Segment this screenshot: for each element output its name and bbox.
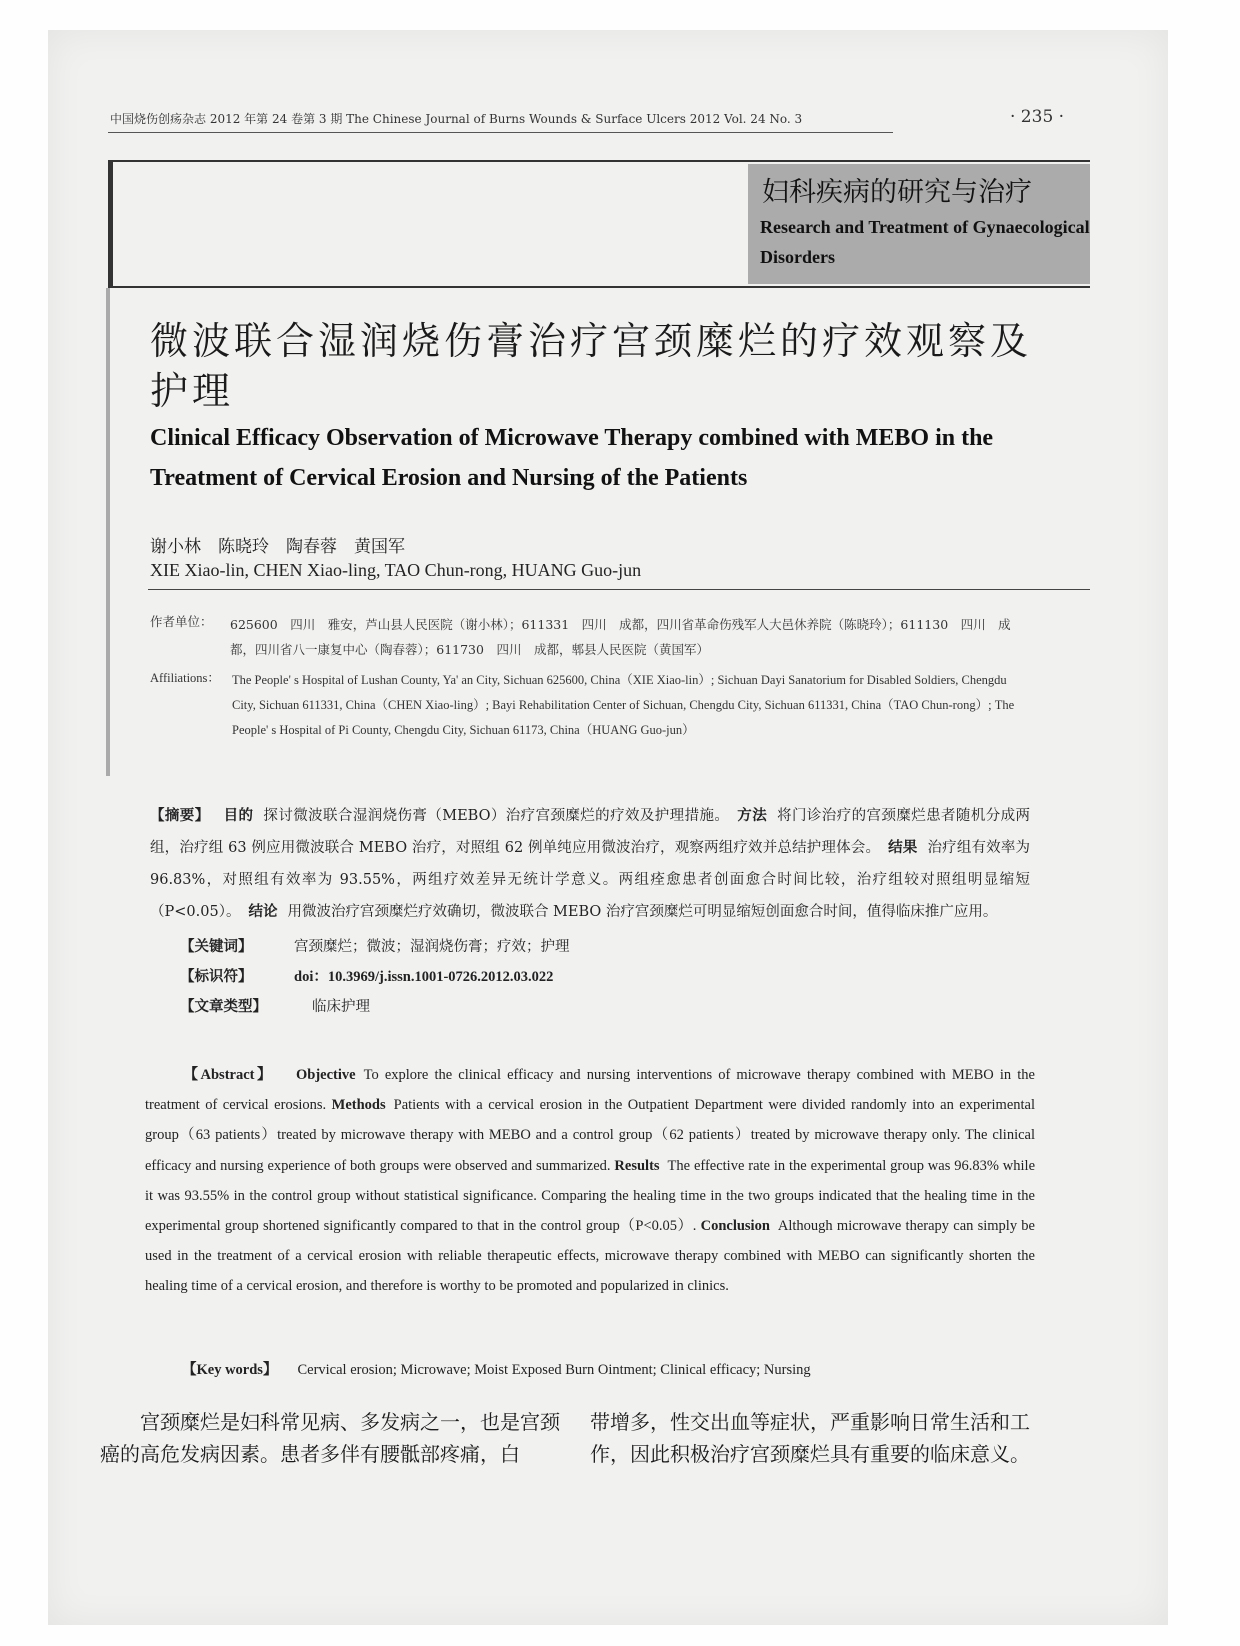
objective-en: To explore the clinical efficacy and nursing interventions of microwave therapy combined with MEBO in the treatment of cervical erosions. xyxy=(145,1067,1035,1114)
objective-cn: 探讨微波联合湿润烧伤膏（MEBO）治疗宫颈糜烂的疗效及护理措施。 xyxy=(263,808,730,824)
article-title-cn: 微波联合湿润烧伤膏治疗宫颈糜烂的疗效观察及护理 xyxy=(150,319,1033,413)
abstract-en xyxy=(145,1060,1035,1302)
results-en-label: Results xyxy=(614,1157,660,1174)
keywords-cn-row xyxy=(150,932,1030,962)
abstract-cn-label: 【摘要】 xyxy=(150,808,210,824)
keywords-en-label: 【Key words】 xyxy=(182,1362,278,1378)
authors-en: XIE Xiao-lin, CHEN Xiao-ling, TAO Chun-rong, HUANG Guo-jun xyxy=(150,560,642,580)
objective-cn-label: 目的 xyxy=(223,808,254,824)
conclusion-en-label: Conclusion xyxy=(700,1218,770,1235)
doi: doi：10.3969/j.issn.1001-0726.2012.03.022 xyxy=(294,969,554,985)
conclusion-cn: 用微波治疗宫颈糜烂疗效确切，微波联合 MEBO 治疗宫颈糜烂可明显缩短创面愈合时间，值得临床推广应用。 xyxy=(287,904,998,920)
abstract-cn-body xyxy=(150,800,1030,928)
body-column-left: 宫颈糜烂是妇科常见病、多发病之一，也是宫颈癌的高危发病因素。患者多伴有腰骶部疼痛，白 xyxy=(100,1410,560,1466)
objective-en-label: Objective xyxy=(296,1067,356,1083)
article-type: 临床护理 xyxy=(312,999,370,1015)
abstract-en-label: 【Abstract】 xyxy=(181,1067,275,1083)
section-title-en: Research and Treatment of Gynaecological Disorders xyxy=(760,217,1090,267)
frame-left-bar-lower xyxy=(106,288,110,776)
affiliations-cn: 625600 四川 雅安，芦山县人民医院（谢小林）；611331 四川 成都，四川省革命伤残军人大邑休养院（陈晓玲）；611130 四川 成都，四川省八一康复中心（陶春蓉）；611730 四川 成都，郫县人民医院（黄国军） xyxy=(230,617,1011,657)
authors-rule xyxy=(148,589,1090,590)
methods-en: Patients with a cervical erosion in the Outpatient Department were divided randomly into an experimental group（63 patients）treated by microwave therapy with MEBO and a control group（62 patients）treated by microwave therapy only. The clinical efficacy and nursing experience of both groups were observed and summarized. xyxy=(145,1097,1035,1174)
methods-en-label: Methods xyxy=(331,1097,386,1114)
abstract-cn xyxy=(150,800,1030,1022)
conclusion-cn-label: 结论 xyxy=(248,904,278,920)
page-number: · 235 · xyxy=(1010,107,1065,127)
article-title-en: Clinical Efficacy Observation of Microwave Therapy combined with MEBO in the Treatment of Cervical Erosion and Nursing of the Patients xyxy=(150,425,994,491)
frame-left-bar xyxy=(108,162,113,286)
frame-top-rule xyxy=(108,160,1090,162)
identifier-label: 【标识符】 xyxy=(180,969,253,985)
affiliations-en-label: Affiliations： xyxy=(150,671,220,685)
keywords-cn-label: 【关键词】 xyxy=(180,939,253,955)
affiliations-en: The People' s Hospital of Lushan County, Ya' an City, Sichuan 625600, China（XIE Xiao-lin）; Sichuan Dayi Sanatorium for Disabled Soldiers, Chengdu City, Sichuan 611331, China（CHEN Xiao-ling）; Bayi Rehabilitation Center of Sichuan, Chengdu City, Sichuan 611331, China（TAO Chun-rong）; The People' s Hospital of Pi County, Chengdu City, Sichuan 61173, China（HUANG Guo-jun） xyxy=(232,673,1015,737)
affiliations-cn-label: 作者单位： xyxy=(150,614,213,629)
authors-cn: 谢小林 陈晓玲 陶春蓉 黄国军 xyxy=(150,537,405,557)
methods-cn: 将门诊治疗的宫颈糜烂患者随机分成两组，治疗组 63 例应用微波联合 MEBO 治疗，对照组 62 例单纯应用微波治疗，观察两组疗效并总结护理体会。 xyxy=(150,808,1031,856)
frame-mid-rule xyxy=(108,286,1090,288)
results-cn-label: 结果 xyxy=(888,840,918,856)
keywords-en-row xyxy=(182,1358,811,1379)
header-rule xyxy=(108,132,893,133)
methods-cn-label: 方法 xyxy=(737,808,768,824)
section-title-cn: 妇科疾病的研究与治疗 xyxy=(762,177,1032,208)
body-column-right: 带增多，性交出血等症状，严重影响日常生活和工作，因此积极治疗宫颈糜烂具有重要的临床意义。 xyxy=(590,1410,1030,1466)
keywords-en: Cervical erosion; Microwave; Moist Exposed Burn Ointment; Clinical efficacy; Nursing xyxy=(297,1362,811,1378)
keywords-cn: 宫颈糜烂；微波；湿润烧伤膏；疗效；护理 xyxy=(294,939,570,955)
identifier-row xyxy=(150,962,1030,992)
conclusion-en: Although microwave therapy can simply be used in the treatment of a cervical erosion with reliable therapeutic effects, microwave therapy combined with MEBO can significantly shorten the healing time of a cervical erosion, and therefore is worthy to be promoted and popularized in clinics. xyxy=(145,1218,1035,1295)
running-header: 中国烧伤创疡杂志 2012 年第 24 卷第 3 期 The Chinese Journal of Burns Wounds & Surface Ulcers 2012 Vol. 24 No. 3 xyxy=(110,112,803,126)
results-en: The effective rate in the experimental group was 96.83% while it was 93.55% in the control group without statistical significance. Comparing the healing time in the two groups indicated that the healing time in the experimental group shortened significantly compared to that in the control group（P<0.05）. xyxy=(145,1157,1036,1235)
article-type-row xyxy=(150,992,1030,1022)
results-cn: 治疗组有效率为 96.83%，对照组有效率为 93.55%，两组疗效差异无统计学意义。两组痊愈患者创面愈合时间比较，治疗组较对照组明显缩短（P<0.05）。 xyxy=(150,840,1031,920)
article-type-label: 【文章类型】 xyxy=(180,999,267,1015)
